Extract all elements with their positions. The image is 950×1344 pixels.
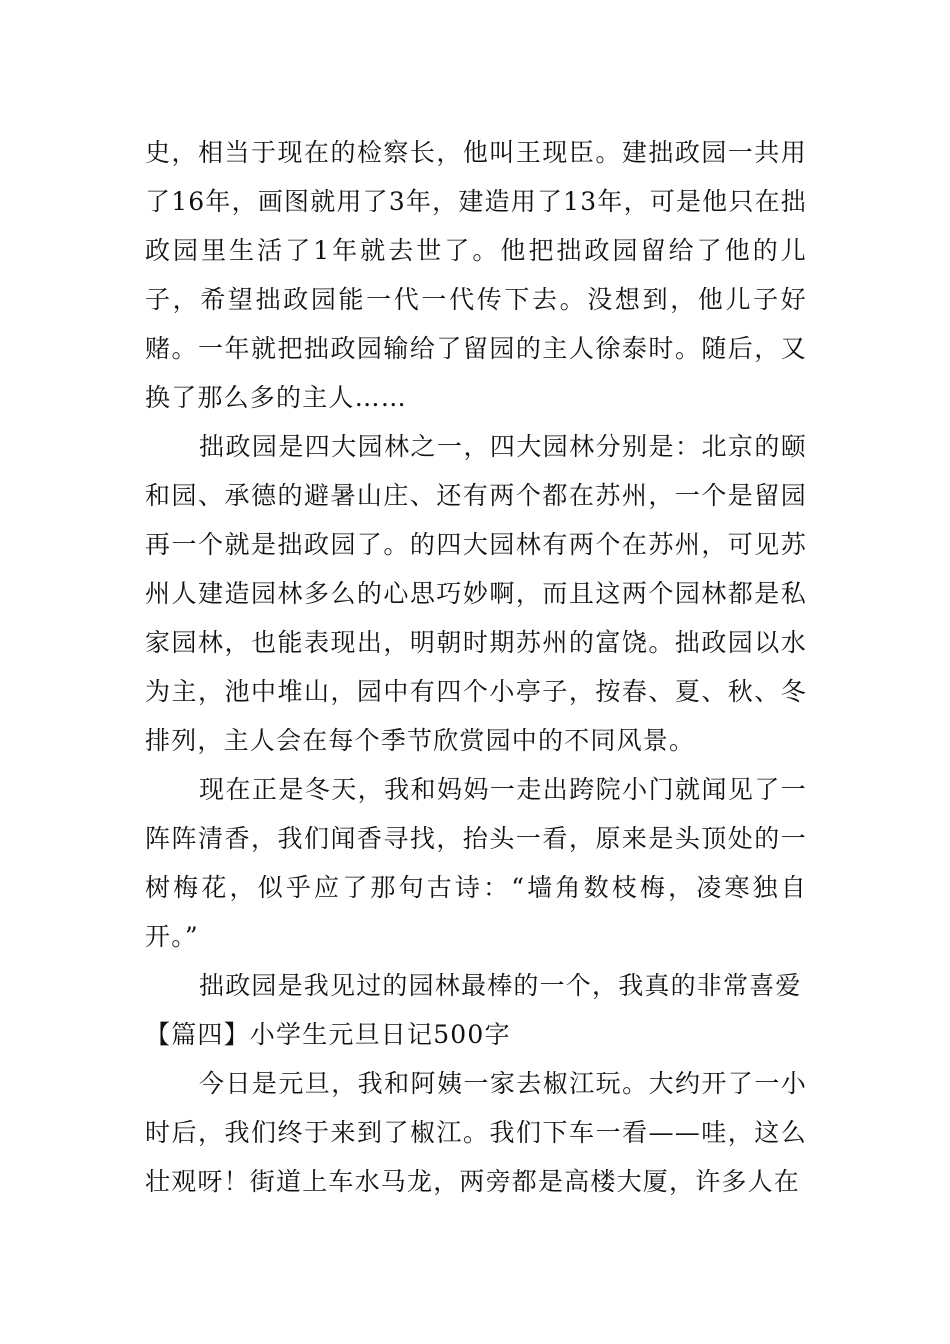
paragraph-new-year-diary: 今日是元旦，我和阿姨一家去椒江玩。大约开了一小时后，我们终于来到了椒江。我们下车一看——哇，这么壮观呀！街道上车水马龙，两旁都是高楼大厦，许多人在 (145, 1069, 807, 1196)
section-heading: 【篇四】小学生元旦日记500字 (145, 1020, 511, 1049)
paragraph-four-gardens: 拙政园是四大园林之一，四大园林分别是：北京的颐和园、承德的避暑山庄、还有两个都在苏州，一个是留园再一个就是拙政园了。的四大园林有两个在苏州，可见苏州人建造园林多么的心思巧妙啊，而且这两个园林都是私家园林，也能表现出，明朝时期苏州的富饶。拙政园以水为主，池中堆山，园中有四个小亭子，按春、夏、秋、冬排列，主人会在每个季节欣赏园中的不同风景。 (145, 432, 807, 755)
paragraph-conclusion: 拙政园是我见过的园林最棒的一个，我真的非常喜爱 (199, 971, 802, 1000)
paragraph-history: 史，相当于现在的检察长，他叫王现臣。建拙政园一共用了16年，画图就用了3年，建造用了13年，可是他只在拙政园里生活了1年就去世了。他把拙政园留给了他的儿子，希望拙政园能一代一代传下去。没想到，他儿子好赌。一年就把拙政园输给了留园的主人徐泰时。随后，又换了那么多的主人…… (145, 138, 807, 412)
paragraph-winter-plum: 现在正是冬天，我和妈妈一走出跨院小门就闻见了一阵阵清香，我们闻香寻找，抬头一看，原来是头顶处的一树梅花，似乎应了那句古诗：“墙角数枝梅，凌寒独自开。” (145, 775, 807, 951)
document-body (145, 128, 807, 1206)
